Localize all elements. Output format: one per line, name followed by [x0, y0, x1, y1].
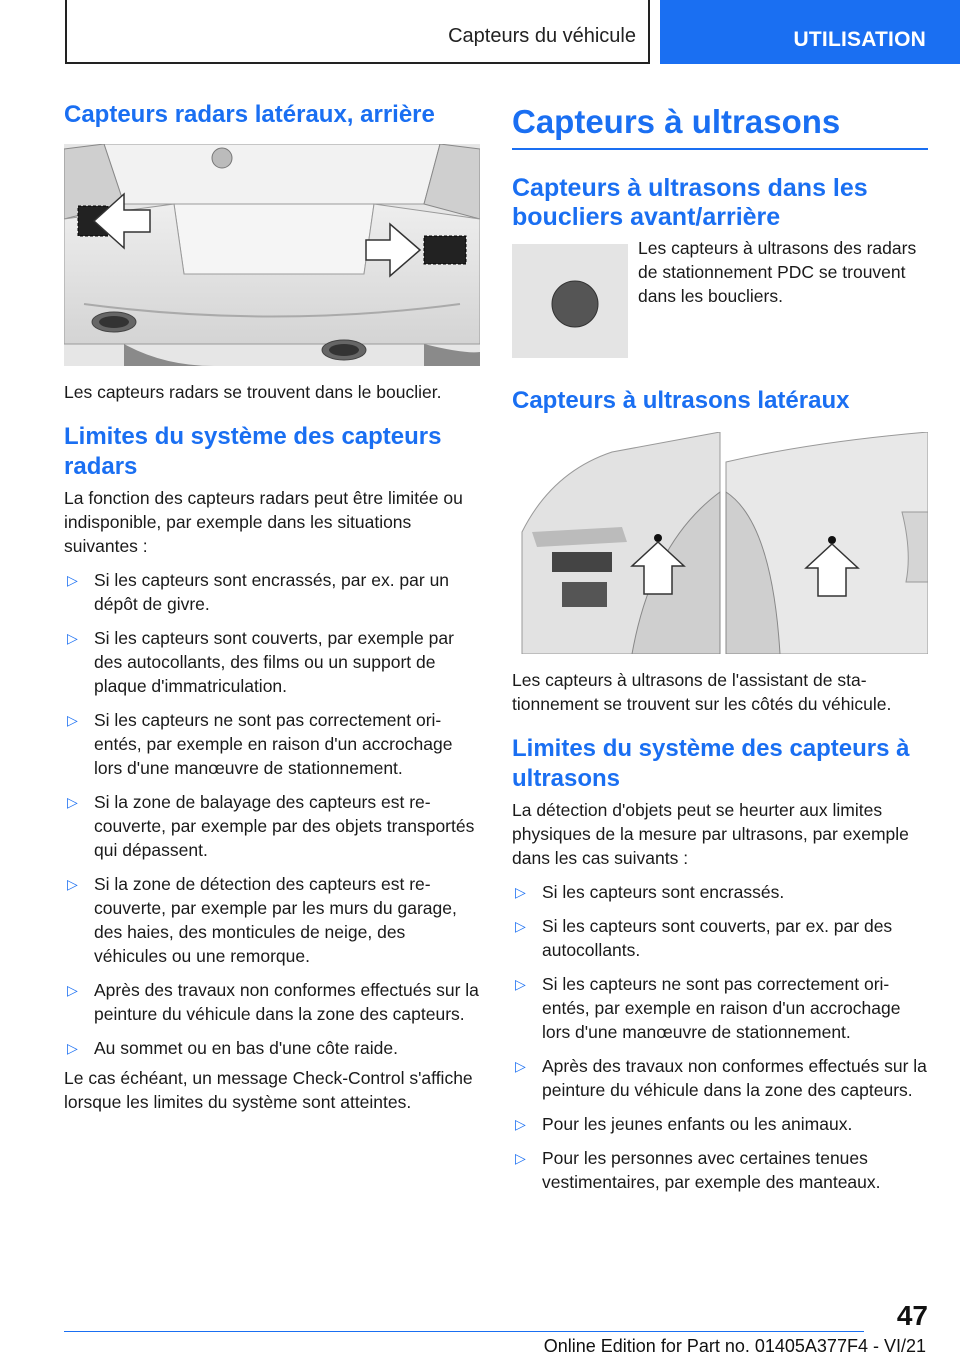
heading-radar-limits: Limites du système des capteurs radars — [64, 423, 442, 480]
radar-limits-list — [64, 568, 480, 1060]
heading-rear-side-radar: Capteurs radars latéraux, arrière — [64, 101, 435, 128]
bullet-arrow-icon: ▷ — [515, 918, 526, 934]
side-ultrasonic-sensors-illustration — [512, 432, 928, 654]
bullet-arrow-icon: ▷ — [515, 1058, 526, 1074]
heading-ultrasonic-limits: Limites du système des capteurs à ultrasons — [512, 735, 910, 792]
list-item: ▷ Si les capteurs sont encrassés, par ex. par un dépôt de givre. — [67, 570, 450, 614]
bullet-arrow-icon: ▷ — [67, 876, 78, 892]
radar-limits-outro: Le cas échéant, un message Check-Control s'affiche lorsque les limites du système sont atteintes. — [64, 1068, 473, 1112]
page-number: 47 — [896, 1300, 928, 1331]
left-column — [64, 100, 480, 1114]
list-item: ▷ Si les capteurs ne sont pas correctement orientés, par exemple en raison d'un accrochage lors d'une manœuvre de stationnement. — [515, 974, 901, 1042]
bumper-sensor-row — [512, 238, 928, 364]
list-item: ▷ Après des travaux non conformes effectués sur la peinture du véhicule dans la zone des capteurs. — [67, 980, 479, 1024]
footer-edition: Online Edition for Part no. 01405A377F4 - VI/21 — [543, 1336, 926, 1356]
list-item: ▷ Si les capteurs sont encrassés. — [515, 882, 785, 902]
list-item: ▷ Si la zone de balayage des capteurs est recouverte, par exemple par des objets transportés qui dépassent. — [67, 792, 475, 860]
bullet-arrow-icon: ▷ — [515, 976, 526, 992]
bullet-arrow-icon: ▷ — [67, 630, 78, 646]
right-column — [512, 100, 928, 1194]
list-item: ▷ Si les capteurs ne sont pas correctement orientés, par exemple en raison d'un accrochage lors d'une manœuvre de stationnement. — [67, 710, 453, 778]
heading-bumper-sensors: Capteurs à ultrasons dans les boucliers avant/arrière — [512, 174, 868, 231]
heading-side-sensors: Capteurs à ultrasons latéraux — [512, 387, 850, 414]
list-item: ▷ Si la zone de détection des capteurs est recouverte, par exemple par les murs du garage, des haies, des monticules de neige, des véhicules ou une remorque. — [67, 874, 457, 966]
ultrasonic-limits-list — [512, 880, 928, 1194]
section-title: Capteurs du véhicule — [448, 25, 636, 47]
list-item: ▷ Si les capteurs sont couverts, par ex. par des autocollants. — [515, 916, 893, 960]
side-sensor-caption: Les capteurs à ultrasons de l'assistant de stationnement se trouvent sur les côtés du véhicule. — [512, 670, 892, 714]
list-item: ▷ Au sommet ou en bas d'une côte raide. — [67, 1038, 398, 1058]
bullet-arrow-icon: ▷ — [67, 982, 78, 998]
rear-bumper-radar-illustration — [64, 144, 480, 366]
bumper-sensor-text: Les capteurs à ultrasons des radars de stationnement PDC se trouvent dans les boucliers. — [638, 238, 917, 306]
bullet-arrow-icon: ▷ — [515, 884, 526, 900]
list-item: ▷ Après des travaux non conformes effectués sur la peinture du véhicule dans la zone des capteurs. — [515, 1056, 927, 1100]
bullet-arrow-icon: ▷ — [67, 712, 78, 728]
list-item: ▷ Si les capteurs sont couverts, par exemple par des autocollants, des films ou un support de plaque d'immatriculation. — [67, 628, 454, 696]
chapter-tab — [660, 0, 960, 64]
radar-caption: Les capteurs radars se trouvent dans le bouclier. — [64, 382, 442, 402]
ultrasonic-limits-intro: La détection d'objets peut se heurter aux limites physiques de la mesure par ultrasons, par exemple dans les cas suivants : — [512, 800, 909, 868]
radar-limits-intro: La fonction des capteurs radars peut être limitée ou indisponible, par exemple dans les situations suivantes : — [64, 488, 463, 556]
bullet-arrow-icon: ▷ — [67, 572, 78, 588]
bullet-arrow-icon: ▷ — [67, 1040, 78, 1056]
chapter-label: UTILISATION — [793, 28, 926, 51]
bullet-arrow-icon: ▷ — [67, 794, 78, 810]
header-section-box — [65, 0, 650, 64]
bullet-arrow-icon: ▷ — [515, 1116, 526, 1132]
ultrasonic-sensor-illustration — [512, 244, 628, 358]
footer-rule — [64, 1331, 864, 1332]
list-item: ▷ Pour les personnes avec certaines tenues vestimentaires, par exemple des manteaux. — [515, 1148, 881, 1192]
bullet-arrow-icon: ▷ — [515, 1150, 526, 1166]
list-item: ▷ Pour les jeunes enfants ou les animaux. — [515, 1114, 853, 1134]
heading-rule — [512, 148, 928, 150]
heading-ultrasonic-sensors: Capteurs à ultrasons — [512, 103, 841, 140]
